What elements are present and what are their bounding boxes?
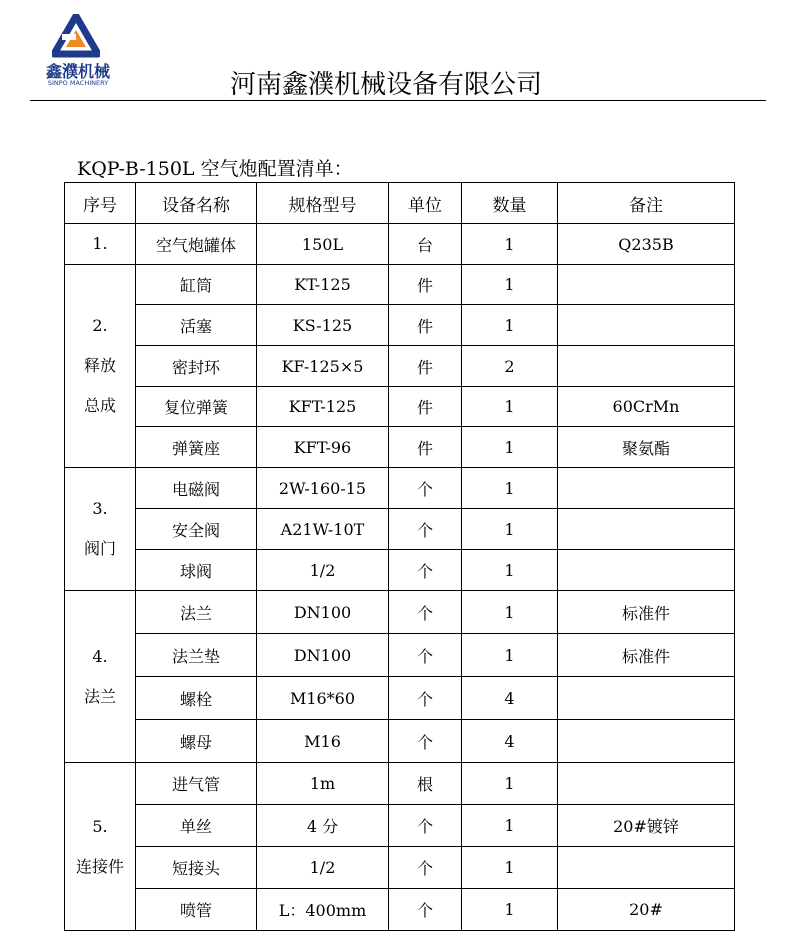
group-label-line: 3. (92, 499, 108, 518)
unit-cell: 根 (389, 763, 462, 805)
note-cell (558, 346, 735, 387)
spec-cell: 1m (257, 763, 389, 805)
item-name-cell: 安全阀 (136, 509, 257, 550)
quantity-cell: 1 (462, 591, 558, 634)
group-label-line: 阀门 (83, 539, 116, 558)
unit-cell: 个 (389, 634, 462, 677)
group-label-line: 2. (92, 316, 108, 335)
group-label-cell (65, 265, 136, 468)
spec-cell: 150L (257, 224, 389, 265)
spec-cell: KF-125×5 (257, 346, 389, 387)
table-row (65, 427, 735, 468)
quantity-cell: 4 (462, 677, 558, 720)
group-label-line: 总成 (83, 396, 116, 415)
item-name-cell: 密封环 (136, 346, 257, 387)
table-row (65, 763, 735, 805)
note-cell: 20# (558, 889, 735, 931)
unit-cell: 个 (389, 509, 462, 550)
table-row (65, 805, 735, 847)
item-name-cell: 活塞 (136, 305, 257, 346)
table-body (65, 224, 735, 931)
header-divider (30, 100, 766, 101)
note-cell (558, 763, 735, 805)
header-cell: 设备名称 (136, 183, 257, 224)
group-label-cell (65, 763, 136, 931)
unit-cell: 件 (389, 427, 462, 468)
note-cell (558, 847, 735, 889)
group-label-line: 1. (92, 234, 108, 253)
unit-cell: 个 (389, 805, 462, 847)
item-name-cell: 螺母 (136, 720, 257, 763)
group-label-cell (65, 591, 136, 763)
configuration-table (64, 182, 735, 931)
note-cell: 标准件 (558, 634, 735, 677)
logo-mark-icon (52, 14, 100, 58)
table-row (65, 509, 735, 550)
quantity-cell: 1 (462, 763, 558, 805)
table-row (65, 720, 735, 763)
unit-cell: 台 (389, 224, 462, 265)
table-row (65, 847, 735, 889)
quantity-cell: 1 (462, 468, 558, 509)
quantity-cell: 1 (462, 550, 558, 591)
group-label-line: 连接件 (75, 856, 124, 876)
note-cell (558, 468, 735, 509)
quantity-cell: 1 (462, 847, 558, 889)
spec-cell: L：400mm (257, 889, 389, 931)
item-name-cell: 弹簧座 (136, 427, 257, 468)
group-label-line: 5. (92, 816, 108, 836)
item-name-cell: 法兰垫 (136, 634, 257, 677)
logo-brand-cn: 鑫濮机械 (45, 62, 110, 81)
note-cell (558, 677, 735, 720)
item-name-cell: 复位弹簧 (136, 387, 257, 427)
quantity-cell: 1 (462, 265, 558, 305)
header-cell: 备注 (558, 183, 735, 224)
header-cell: 规格型号 (257, 183, 389, 224)
quantity-cell: 1 (462, 224, 558, 265)
table-row (65, 889, 735, 931)
unit-cell: 个 (389, 889, 462, 931)
item-name-cell: 进气管 (136, 763, 257, 805)
item-name-cell: 电磁阀 (136, 468, 257, 509)
unit-cell: 个 (389, 677, 462, 720)
group-label-cell (65, 468, 136, 591)
spec-cell: DN100 (257, 634, 389, 677)
note-cell: 标准件 (558, 591, 735, 634)
quantity-cell: 2 (462, 346, 558, 387)
item-name-cell: 短接头 (136, 847, 257, 889)
item-name-cell: 单丝 (136, 805, 257, 847)
spec-cell: M16*60 (257, 677, 389, 720)
note-cell: 60CrMn (558, 387, 735, 427)
company-name: 河南鑫濮机械设备有限公司 (230, 70, 543, 100)
table-row (65, 634, 735, 677)
table-row (65, 677, 735, 720)
table-row (65, 468, 735, 509)
note-cell (558, 550, 735, 591)
quantity-cell: 1 (462, 427, 558, 468)
item-name-cell: 球阀 (136, 550, 257, 591)
quantity-cell: 1 (462, 387, 558, 427)
unit-cell: 个 (389, 468, 462, 509)
header-cell: 数量 (462, 183, 558, 224)
unit-cell: 个 (389, 591, 462, 634)
unit-cell: 件 (389, 305, 462, 346)
unit-cell: 件 (389, 346, 462, 387)
note-cell (558, 509, 735, 550)
header-cell: 单位 (389, 183, 462, 224)
group-label-line: 法兰 (83, 686, 116, 706)
note-cell (558, 265, 735, 305)
spec-cell: 4 分 (257, 805, 389, 847)
item-name-cell: 法兰 (136, 591, 257, 634)
document-title: KQP-B-150L 空气炮配置清单： (77, 158, 353, 180)
item-name-cell: 螺栓 (136, 677, 257, 720)
unit-cell: 个 (389, 847, 462, 889)
quantity-cell: 1 (462, 509, 558, 550)
spec-cell: A21W-10T (257, 509, 389, 550)
table-row (65, 265, 735, 305)
group-label-line: 4. (92, 646, 108, 666)
spec-cell: 2W-160-15 (257, 468, 389, 509)
table-row (65, 387, 735, 427)
table-row (65, 346, 735, 387)
group-label-cell (65, 224, 136, 265)
spec-cell: KS-125 (257, 305, 389, 346)
quantity-cell: 1 (462, 805, 558, 847)
item-name-cell: 缸筒 (136, 265, 257, 305)
unit-cell: 件 (389, 265, 462, 305)
spec-cell: 1/2 (257, 550, 389, 591)
company-logo (30, 14, 122, 92)
table-row (65, 550, 735, 591)
spec-cell: DN100 (257, 591, 389, 634)
item-name-cell: 空气炮罐体 (136, 224, 257, 265)
note-cell: 聚氨酯 (558, 427, 735, 468)
quantity-cell: 4 (462, 720, 558, 763)
spec-cell: KFT-96 (257, 427, 389, 468)
table-header-row (65, 183, 735, 224)
unit-cell: 个 (389, 720, 462, 763)
note-cell: 20#镀锌 (558, 805, 735, 847)
header-cell: 序号 (65, 183, 136, 224)
spec-cell: M16 (257, 720, 389, 763)
unit-cell: 个 (389, 550, 462, 591)
spec-cell: KFT-125 (257, 387, 389, 427)
quantity-cell: 1 (462, 889, 558, 931)
group-label-line: 释放 (83, 356, 116, 375)
spec-cell: 1/2 (257, 847, 389, 889)
quantity-cell: 1 (462, 634, 558, 677)
note-cell: Q235B (558, 224, 735, 265)
table-row (65, 305, 735, 346)
note-cell (558, 305, 735, 346)
logo-brand-en: SINPO MACHINERY (47, 79, 109, 87)
table-row (65, 224, 735, 265)
unit-cell: 件 (389, 387, 462, 427)
spec-cell: KT-125 (257, 265, 389, 305)
quantity-cell: 1 (462, 305, 558, 346)
note-cell (558, 720, 735, 763)
item-name-cell: 喷管 (136, 889, 257, 931)
table-row (65, 591, 735, 634)
